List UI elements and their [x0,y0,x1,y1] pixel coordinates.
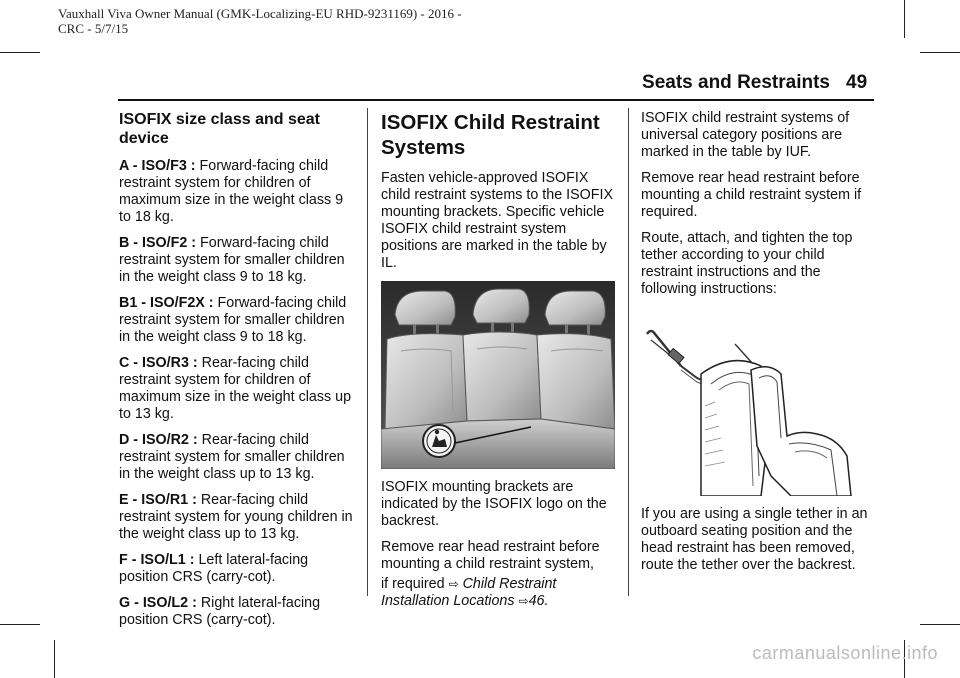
crop-mark [0,624,40,625]
section-title: Seats and Restraints [642,72,830,93]
definition-term: G - ISO/L2 : [119,595,197,611]
crop-mark [920,624,960,625]
page-number: 49 [846,72,868,93]
isofix-size-class-heading: ISOFIX size class and seat device [119,111,320,147]
definition-term: C - ISO/R3 : [119,355,198,371]
definition-item [119,295,357,346]
paragraph: ISOFIX child restraint systems of universal category positions are marked in the table by IUF. [641,110,850,160]
definition-term: D - ISO/R2 : [119,432,198,448]
document-header [58,6,462,36]
xref-arrow-icon: ⇨ [448,577,459,591]
definition-item [119,355,357,423]
rear-seat-isofix-figure [381,281,615,469]
paragraph: Remove rear head restraint before mounting a child restraint system if required. [641,170,862,220]
paragraph: Remove rear head restraint before mounting a child restraint system, [381,539,600,572]
column-divider [628,108,629,596]
definition-item [119,235,357,286]
definition-text: Rear-facing child restraint system for children of maximum size in the weight class up to 13 kg. [119,355,352,422]
cross-reference [381,576,617,610]
definition-item [119,552,357,586]
definition-text: Right lateral-facing position CRS (carry-cot). [119,595,321,628]
xref-link[interactable]: Child Restraint Installation Locations [381,576,557,609]
definition-item [119,492,357,543]
definition-term: A - ISO/F3 : [119,158,196,174]
column-1 [119,110,357,638]
definition-text: Forward-facing child restraint system for children of maximum size in the weight class 9 to 18 kg. [119,158,344,225]
column-divider [367,108,368,596]
crop-mark [920,52,960,53]
definition-item [119,432,357,483]
paragraph: Route, attach, and tighten the top tether according to your child restraint instructions and the following instructions: [641,230,853,297]
definition-text: Rear-facing child restraint system for young children in the weight class up to 13 kg. [119,492,353,542]
definition-term: E - ISO/R1 : [119,492,197,508]
column-2 [381,110,617,619]
header-rule [118,99,874,101]
xref-arrow-icon: ⇨ [518,594,529,608]
watermark: carmanualsonline.info [752,643,938,663]
column-3 [641,110,877,583]
crop-mark [54,640,55,678]
definition-term: B - ISO/F2 : [119,235,197,251]
crop-mark [0,52,40,53]
definition-text: Forward-facing child restraint system for smaller children in the weight class 9 to 18 kg. [119,235,345,285]
definition-term: F - ISO/L1 : [119,552,195,568]
xref-page[interactable]: 46. [528,593,549,609]
paragraph: Fasten vehicle-approved ISOFIX child restraint systems to the ISOFIX mounting brackets. Specific vehicle ISOFIX child restraint system positions are marked in the table by IL. [381,170,614,271]
header-line-2: CRC - 5/7/15 [58,21,129,36]
paragraph: ISOFIX mounting brackets are indicated by the ISOFIX logo on the backrest. [381,479,607,529]
header-line-1: Vauxhall Viva Owner Manual (GMK-Localizing-EU RHD-9231169) - 2016 - [58,6,462,21]
definition-text: Forward-facing child restraint system for smaller children in the weight class 9 to 18 kg. [119,295,347,345]
definition-item [119,595,357,629]
definition-term: B1 - ISO/F2X : [119,295,214,311]
crop-mark [904,0,905,38]
isofix-systems-heading: ISOFIX Child Restraint Systems [381,111,600,159]
xref-prefix: if required [381,576,445,592]
top-tether-figure [641,326,877,496]
definition-text: Left lateral-facing position CRS (carry-cot). [119,552,309,585]
definition-text: Rear-facing child restraint system for smaller children in the weight class up to 13 kg. [119,432,345,482]
paragraph: If you are using a single tether in an outboard seating position and the head restraint has been removed, route the tether over the backrest. [641,506,868,573]
definition-item [119,158,357,226]
